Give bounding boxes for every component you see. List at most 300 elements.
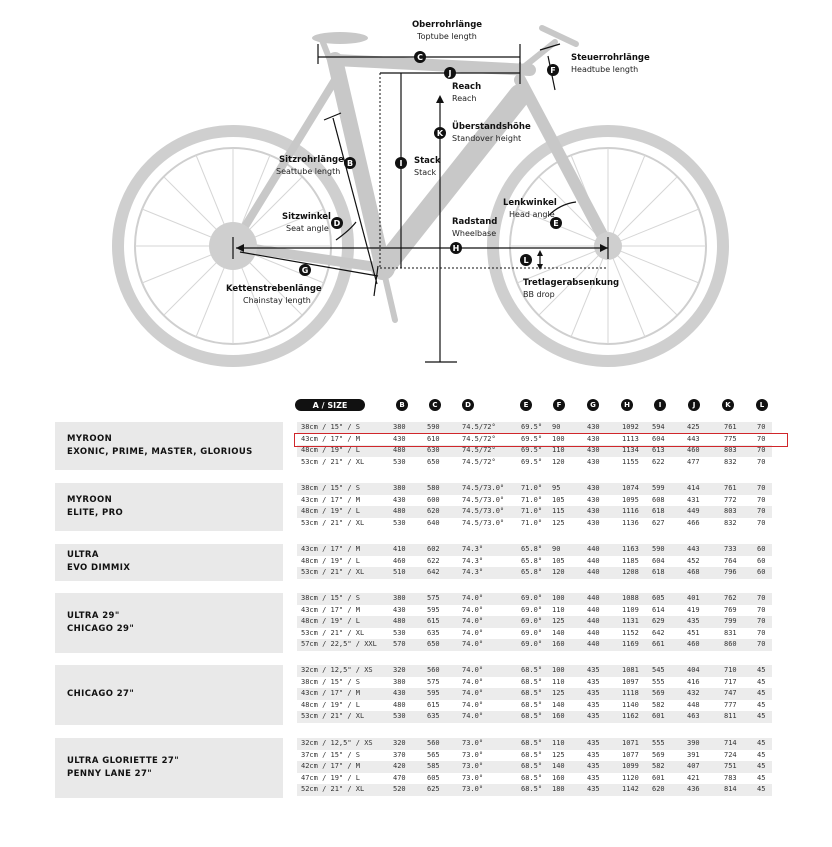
value-cell-K: 803 [724,507,737,515]
value-cell-C: 635 [427,712,440,720]
value-cell-C: 622 [427,556,440,565]
table-row [297,750,772,762]
table-row [297,688,772,700]
table-row [297,422,772,434]
table-row [297,556,772,568]
svg-text:I: I [399,159,403,168]
header-col-J [687,398,701,412]
value-cell-G: 430 [587,434,600,443]
size-cell: 43cm / 17" / M [301,495,361,504]
value-cell-I: 555 [652,677,665,686]
label-headangle-de: Lenkwinkel [503,198,557,208]
header-col-D [461,398,475,412]
column-marker: H [621,399,633,411]
value-cell-G: 440 [587,628,600,637]
label-chainstay-de: Kettenstrebenlänge [226,284,322,294]
header-col-E [519,398,533,412]
value-cell-E: 69.0° [521,617,543,625]
value-cell-E: 68.5° [521,785,543,793]
table-header [0,398,832,412]
value-cell-F: 160 [552,712,565,720]
model-name-line: CHICAGO 27" [67,689,135,700]
value-cell-E: 69.5° [521,457,543,466]
size-cell: 42cm / 17" / M [301,762,361,770]
value-cell-D: 74.0° [462,700,484,709]
value-cell-K: 777 [724,700,737,709]
value-cell-D: 73.0° [462,750,484,759]
value-cell-J: 452 [687,556,700,565]
value-cell-H: 1185 [622,556,639,565]
value-cell-L: 45 [757,773,766,782]
value-cell-H: 1097 [622,677,639,686]
value-cell-K: 751 [724,762,737,770]
value-cell-I: 582 [652,762,665,770]
value-cell-K: 814 [724,785,737,793]
value-cell-D: 74.5/72° [462,434,496,443]
svg-text:J: J [448,69,452,78]
model-group-name [55,738,283,798]
value-cell-I: 613 [652,446,665,454]
value-cell-F: 160 [552,640,565,648]
value-cell-H: 1134 [622,446,639,454]
value-cell-H: 1109 [622,605,639,614]
value-cell-C: 560 [427,666,440,674]
value-cell-C: 640 [427,518,440,527]
value-cell-D: 74.5/73.0° [462,507,505,515]
column-marker: L [756,399,768,411]
value-cell-F: 125 [552,518,565,527]
value-cell-G: 435 [587,773,600,782]
value-cell-K: 761 [724,484,737,492]
table-row [297,700,772,712]
table-row [297,738,772,750]
value-cell-E: 69.0° [521,605,543,614]
value-cell-K: 717 [724,677,737,686]
value-cell-J: 421 [687,773,700,782]
value-cell-L: 60 [757,556,766,565]
value-cell-C: 615 [427,617,440,625]
value-cell-L: 45 [757,750,766,759]
value-cell-D: 73.0° [462,762,484,770]
model-name-line: ULTRA 29" [67,610,120,621]
value-cell-J: 460 [687,446,700,454]
value-cell-B: 320 [393,739,406,747]
value-cell-C: 635 [427,628,440,637]
header-col-I [653,398,667,412]
value-cell-J: 414 [687,484,700,492]
value-cell-J: 435 [687,617,700,625]
value-cell-G: 430 [587,484,600,492]
model-group-name [55,422,283,470]
model-group-name [55,593,283,653]
label-reach-de: Reach [452,82,482,92]
size-column-label: A / SIZE [295,399,365,411]
table-row [297,628,772,640]
marker-I [395,157,407,169]
value-cell-J: 463 [687,712,700,720]
value-cell-E: 65.8° [521,556,543,565]
value-cell-L: 45 [757,700,766,709]
value-cell-C: 625 [427,785,440,793]
value-cell-L: 70 [757,457,766,466]
value-cell-E: 68.5° [521,739,543,747]
value-cell-J: 468 [687,568,700,576]
value-cell-B: 530 [393,628,406,637]
marker-D [331,217,343,229]
value-cell-D: 74.3° [462,545,484,553]
size-cell: 53cm / 21" / XL [301,712,365,720]
value-cell-F: 140 [552,762,565,770]
table-row [297,593,772,605]
value-cell-G: 440 [587,640,600,648]
value-cell-B: 410 [393,545,406,553]
value-cell-K: 733 [724,545,737,553]
value-cell-F: 110 [552,605,565,614]
value-cell-I: 622 [652,457,665,466]
value-cell-D: 74.5/73.0° [462,484,505,492]
value-cell-F: 120 [552,568,565,576]
table-row [297,711,772,723]
value-cell-G: 435 [587,739,600,747]
value-cell-H: 1152 [622,628,639,637]
value-cell-D: 74.0° [462,677,484,686]
value-cell-D: 73.0° [462,739,484,747]
value-cell-F: 125 [552,689,565,697]
column-marker: D [462,399,474,411]
value-cell-D: 74.0° [462,617,484,625]
label-stack-de: Stack [414,156,441,166]
table-row [297,567,772,579]
value-cell-K: 761 [724,423,737,431]
value-cell-D: 74.0° [462,640,484,648]
value-cell-C: 560 [427,739,440,747]
value-cell-E: 65.8° [521,545,543,553]
size-cell: 52cm / 21" / XL [301,785,365,793]
value-cell-E: 71.0° [521,495,543,504]
size-cell: 43cm / 17" / M [301,605,361,614]
value-cell-F: 110 [552,739,565,747]
value-cell-B: 380 [393,594,406,602]
size-cell: 32cm / 12,5" / XS [301,739,373,747]
value-cell-L: 45 [757,666,766,674]
column-marker: C [429,399,441,411]
svg-text:F: F [550,66,556,75]
value-cell-C: 642 [427,568,440,576]
table-row [297,457,772,469]
value-cell-K: 710 [724,666,737,674]
value-cell-H: 1113 [622,434,639,443]
value-cell-B: 480 [393,446,406,454]
value-cell-C: 610 [427,434,440,443]
value-cell-E: 68.5° [521,773,543,782]
value-cell-H: 1136 [622,518,639,527]
model-name-line: ELITE, PRO [67,508,124,518]
value-cell-H: 1155 [622,457,639,466]
marker-K [434,127,446,139]
value-cell-B: 380 [393,484,406,492]
label-headangle-en: Head angle [509,210,555,219]
value-cell-E: 69.0° [521,628,543,637]
value-cell-D: 74.3° [462,556,484,565]
column-marker: E [520,399,532,411]
value-cell-F: 100 [552,666,565,674]
value-cell-C: 630 [427,446,440,454]
value-cell-D: 74.0° [462,712,484,720]
value-cell-K: 724 [724,750,737,759]
value-cell-B: 520 [393,785,406,793]
value-cell-B: 530 [393,457,406,466]
value-cell-D: 74.5/72° [462,446,496,454]
value-cell-B: 380 [393,677,406,686]
marker-H [450,242,462,254]
size-cell: 32cm / 12,5" / XS [301,666,373,674]
value-cell-G: 430 [587,495,600,504]
value-cell-L: 70 [757,628,766,637]
table-row [297,784,772,796]
value-cell-H: 1162 [622,712,639,720]
size-cell: 48cm / 19" / L [301,446,361,454]
label-seattube-de: Sitzrohrlänge [279,155,344,165]
value-cell-H: 1131 [622,617,639,625]
size-cell: 53cm / 21" / XL [301,568,365,576]
value-cell-G: 435 [587,712,600,720]
header-size [295,398,365,412]
value-cell-E: 68.5° [521,762,543,770]
value-cell-E: 68.5° [521,712,543,720]
value-cell-E: 69.0° [521,640,543,648]
value-cell-J: 404 [687,666,700,674]
value-cell-B: 480 [393,507,406,515]
value-cell-E: 71.0° [521,484,543,492]
value-cell-L: 70 [757,617,766,625]
value-cell-K: 832 [724,457,737,466]
value-cell-H: 1118 [622,689,639,697]
value-cell-L: 45 [757,762,766,770]
model-name-line: MYROON [67,495,113,505]
value-cell-I: 614 [652,605,665,614]
value-cell-K: 811 [724,712,737,720]
value-cell-B: 430 [393,495,406,504]
value-cell-J: 449 [687,507,700,515]
value-cell-C: 595 [427,605,440,614]
value-cell-D: 74.5/73.0° [462,495,505,504]
size-cell: 48cm / 19" / L [301,700,361,709]
value-cell-K: 764 [724,556,737,565]
value-cell-H: 1120 [622,773,639,782]
value-cell-K: 783 [724,773,737,782]
value-cell-G: 430 [587,518,600,527]
size-cell: 43cm / 17" / M [301,545,361,553]
value-cell-E: 69.5° [521,434,543,443]
value-cell-F: 100 [552,594,565,602]
value-cell-F: 90 [552,423,561,431]
value-cell-C: 600 [427,495,440,504]
value-cell-F: 100 [552,434,565,443]
value-cell-H: 1081 [622,666,639,674]
value-cell-I: 608 [652,495,665,504]
table-row [297,506,772,518]
value-cell-J: 448 [687,700,700,709]
value-cell-K: 831 [724,628,737,637]
svg-text:C: C [417,53,423,62]
value-cell-D: 74.5/72° [462,423,496,431]
column-marker: K [722,399,734,411]
value-cell-D: 74.0° [462,628,484,637]
value-cell-K: 799 [724,617,737,625]
value-cell-I: 599 [652,484,665,492]
value-cell-I: 569 [652,689,665,697]
value-cell-I: 545 [652,666,665,674]
value-cell-F: 115 [552,507,565,515]
value-cell-J: 425 [687,423,700,431]
value-cell-L: 70 [757,640,766,648]
value-cell-J: 431 [687,495,700,504]
label-wheelbase-en: Wheelbase [452,229,497,238]
svg-text:D: D [333,219,341,228]
value-cell-B: 430 [393,689,406,697]
table-row [297,677,772,689]
header-col-H [620,398,634,412]
size-cell: 37cm / 15" / S [301,750,361,759]
value-cell-J: 390 [687,739,700,747]
label-standover-en: Standover height [452,134,522,143]
value-cell-C: 580 [427,484,440,492]
value-cell-J: 419 [687,605,700,614]
geometry-diagram [0,0,832,380]
marker-B [344,157,356,169]
column-marker: I [654,399,666,411]
size-cell: 53cm / 21" / XL [301,628,365,637]
value-cell-G: 435 [587,762,600,770]
value-cell-C: 615 [427,700,440,709]
value-cell-L: 45 [757,677,766,686]
header-col-G [586,398,600,412]
label-standover-de: Überstandshöhe [452,122,531,132]
value-cell-D: 74.5/73.0° [462,518,505,527]
value-cell-L: 45 [757,785,766,793]
label-toptube-en: Toptube length [417,32,477,41]
size-cell: 57cm / 22,5" / XXL [301,640,377,648]
value-cell-C: 575 [427,677,440,686]
model-name-line: EXONIC, PRIME, MASTER, GLORIOUS [67,447,253,457]
header-col-L [755,398,769,412]
value-cell-I: 661 [652,640,665,648]
value-cell-J: 416 [687,677,700,686]
value-cell-L: 70 [757,484,766,492]
value-cell-B: 470 [393,773,406,782]
value-cell-C: 595 [427,689,440,697]
svg-text:B: B [346,159,354,168]
value-cell-H: 1116 [622,507,639,515]
value-cell-I: 569 [652,750,665,759]
value-cell-G: 440 [587,594,600,602]
size-cell: 38cm / 15" / S [301,677,361,686]
value-cell-C: 585 [427,762,440,770]
value-cell-I: 604 [652,434,665,443]
value-cell-K: 714 [724,739,737,747]
value-cell-H: 1095 [622,495,639,504]
value-cell-I: 627 [652,518,665,527]
model-name-line: PENNY LANE 27" [67,768,153,779]
value-cell-F: 140 [552,628,565,637]
table-row [297,605,772,617]
value-cell-H: 1169 [622,640,639,648]
label-seatangle-en: Seat angle [286,224,329,233]
size-cell: 38cm / 15" / S [301,594,361,602]
header-col-K [721,398,735,412]
value-cell-K: 747 [724,689,737,697]
value-cell-J: 477 [687,457,700,466]
column-marker: F [553,399,565,411]
value-cell-H: 1099 [622,762,639,770]
marker-G [299,264,311,276]
value-cell-E: 68.5° [521,666,543,674]
table-row [297,518,772,530]
value-cell-B: 480 [393,700,406,709]
value-cell-J: 466 [687,518,700,527]
label-headtube-en: Headtube length [571,65,639,74]
table-row [297,773,772,785]
label-bbdrop-de: Tretlagerabsenkung [523,278,620,288]
value-cell-G: 435 [587,666,600,674]
value-cell-E: 69.5° [521,446,543,454]
value-cell-F: 90 [552,545,561,553]
value-cell-G: 440 [587,545,600,553]
value-cell-E: 68.5° [521,700,543,709]
value-cell-H: 1074 [622,484,639,492]
label-wheelbase-de: Radstand [452,217,498,227]
value-cell-F: 105 [552,556,565,565]
size-cell: 53cm / 21" / XL [301,518,365,527]
value-cell-B: 370 [393,750,406,759]
size-cell: 43cm / 17" / M [301,434,361,443]
value-cell-C: 650 [427,640,440,648]
value-cell-L: 45 [757,689,766,697]
size-cell: 47cm / 19" / L [301,773,361,782]
value-cell-I: 594 [652,423,665,431]
value-cell-F: 180 [552,785,565,793]
value-cell-D: 74.0° [462,605,484,614]
size-cell: 53cm / 21" / XL [301,457,365,466]
value-cell-L: 70 [757,605,766,614]
header-col-F [552,398,566,412]
value-cell-G: 435 [587,700,600,709]
svg-text:E: E [553,219,559,228]
highlighted-row [294,433,788,447]
label-bbdrop-en: BB drop [523,290,555,299]
value-cell-B: 420 [393,762,406,770]
value-cell-D: 74.3° [462,568,484,576]
value-cell-H: 1088 [622,594,639,602]
value-cell-B: 570 [393,640,406,648]
value-cell-H: 1077 [622,750,639,759]
size-cell: 48cm / 19" / L [301,507,361,515]
value-cell-E: 68.5° [521,750,543,759]
value-cell-C: 650 [427,457,440,466]
value-cell-I: 618 [652,507,665,515]
value-cell-B: 480 [393,617,406,625]
model-name-line: ULTRA [67,550,99,561]
value-cell-L: 70 [757,434,766,443]
value-cell-F: 110 [552,446,565,454]
label-chainstay-en: Chainstay length [243,296,311,305]
model-group-name [55,665,283,725]
value-cell-E: 69.0° [521,594,543,602]
model-group-name [55,483,283,531]
marker-C [414,51,426,63]
value-cell-E: 68.5° [521,677,543,686]
model-name-line: MYROON [67,434,113,444]
